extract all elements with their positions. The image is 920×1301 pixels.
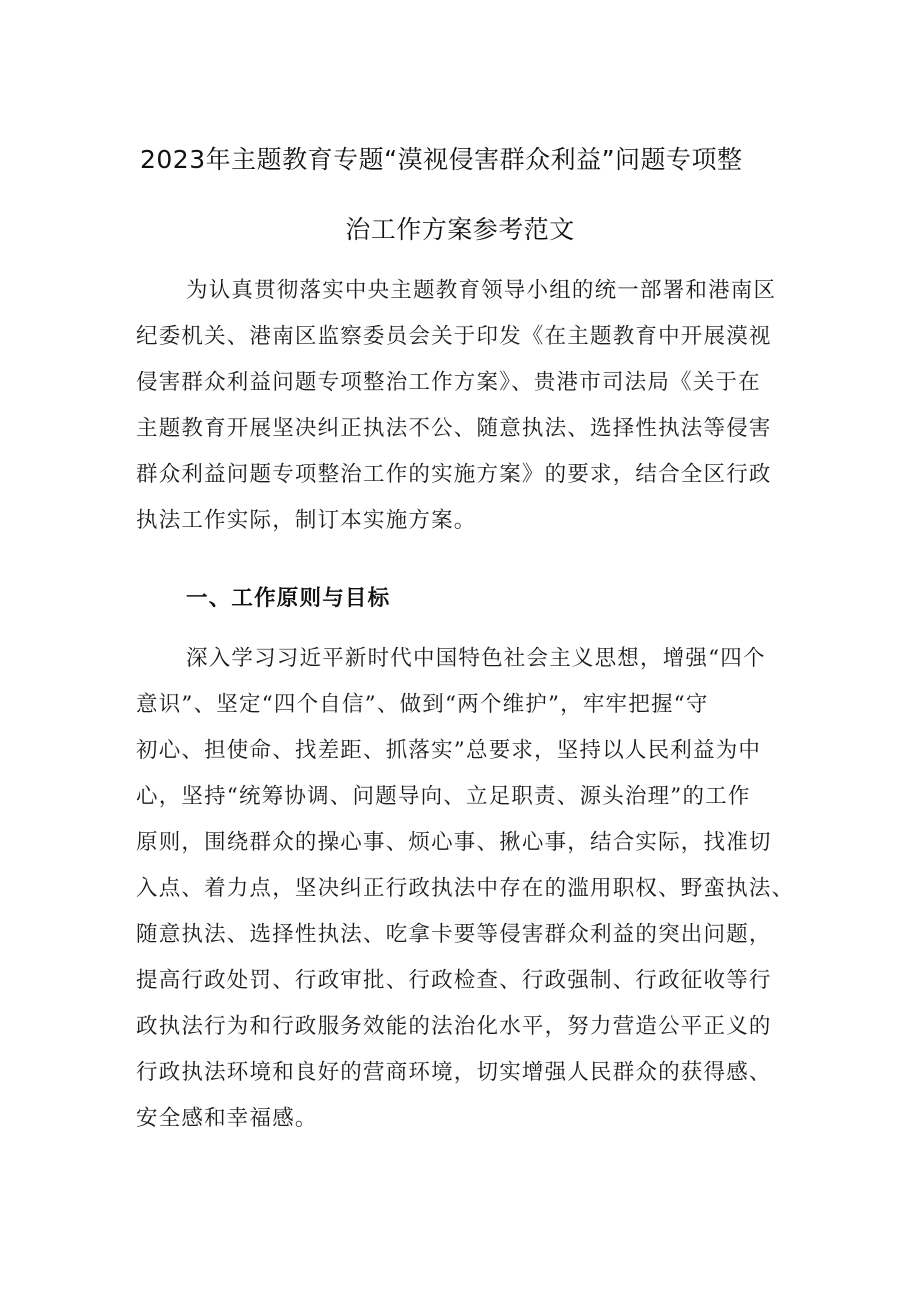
paragraph-line: 原则，围绕群众的操心事、烦心事、揪心事，结合实际，找准切 <box>136 830 772 855</box>
paragraph-line: 深入学习习近平新时代中国特色社会主义思想，增强“四个 <box>186 646 766 671</box>
paragraph-line: 入点、着力点，坚决纠正行政执法中存在的滥用职权、野蛮执法、 <box>136 876 795 901</box>
paragraph-line: 侵害群众利益问题专项整治工作方案》、贵港市司法局《关于在 <box>136 370 761 395</box>
paragraph-line: 为认真贯彻落实中央主题教育领导小组的统一部署和港南区 <box>186 278 777 303</box>
paragraph-line: 提高行政处罚、行政审批、行政检查、行政强制、行政征收等行 <box>136 968 772 993</box>
paragraph-intro <box>136 268 796 544</box>
section-heading: 一、工作原则与目标 <box>186 586 391 611</box>
paragraph-line: 随意执法、选择性执法、吃拿卡要等侵害群众利益的突出问题， <box>136 922 772 947</box>
paragraph-line: 初心、担使命、找差距、抓落实”总要求，坚持以人民利益为中 <box>136 738 762 763</box>
paragraph-principles <box>136 636 796 1142</box>
paragraph-line: 行政执法环境和良好的营商环境，切实增强人民群众的获得感、 <box>136 1060 772 1085</box>
paragraph-line: 安全感和幸福感。 <box>136 1106 318 1131</box>
paragraph-line: 政执法行为和行政服务效能的法治化水平，努力营造公平正义的 <box>136 1014 772 1039</box>
document-title-line-1: 2023年主题教育专题“漠视侵害群众利益”问题专项整 <box>140 145 743 174</box>
paragraph-line: 意识”、坚定“四个自信”、做到“两个维护”，牢牢把握“守 <box>136 692 709 717</box>
paragraph-line: 执法工作实际，制订本实施方案。 <box>136 508 477 533</box>
paragraph-line: 心，坚持“统筹协调、问题导向、立足职责、源头治理”的工作 <box>136 784 751 809</box>
paragraph-line: 纪委机关、港南区监察委员会关于印发《在主题教育中开展漠视 <box>136 324 772 349</box>
paragraph-line: 群众利益问题专项整治工作的实施方案》的要求，结合全区行政 <box>136 462 772 487</box>
document-title-line-2: 治工作方案参考范文 <box>345 215 575 244</box>
paragraph-line: 主题教育开展坚决纠正执法不公、随意执法、选择性执法等侵害 <box>136 416 772 441</box>
